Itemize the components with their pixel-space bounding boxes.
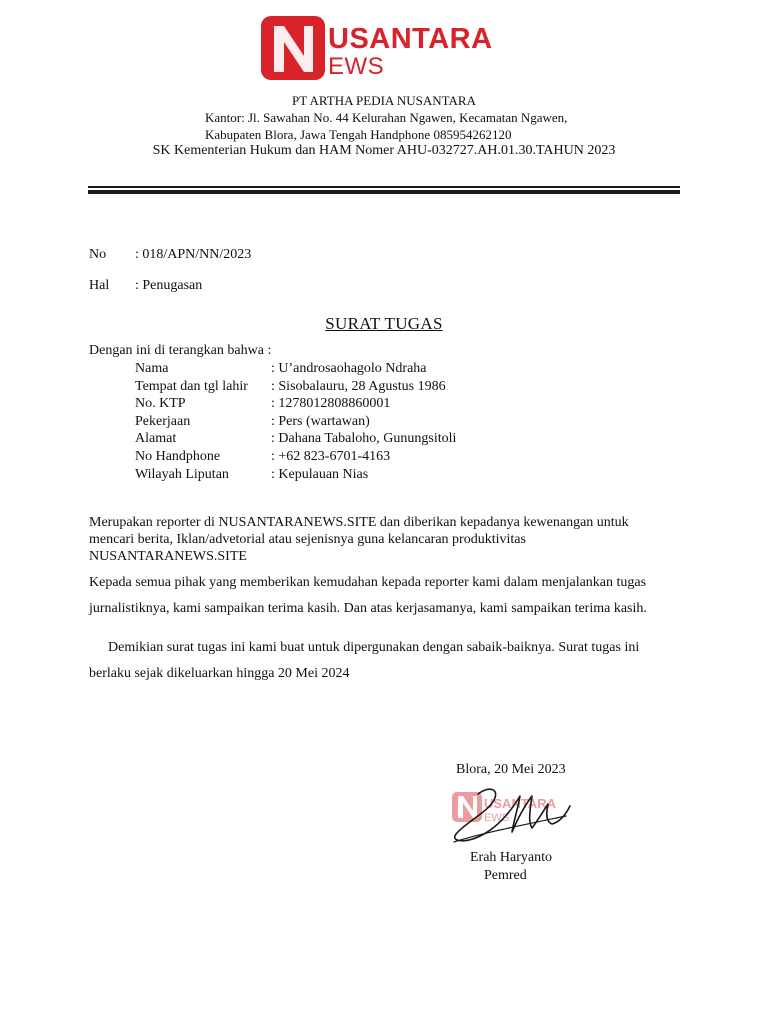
- detail-label-region: Wilayah Liputan: [135, 467, 229, 482]
- company-logo: [258, 14, 494, 82]
- signature-place-date: Blora, 20 Mei 2023: [456, 762, 566, 777]
- body-paragraph-1-line-3: NUSANTARANEWS.SITE: [89, 549, 247, 564]
- header-divider-bottom: [88, 190, 680, 194]
- address-line-2: Kabupaten Blora, Jawa Tengah Handphone 085954262120: [205, 127, 512, 142]
- signatory-name: Erah Haryanto: [470, 850, 553, 865]
- detail-value-name: : U’androsaohagolo Ndraha: [271, 361, 427, 376]
- body-paragraph-2-line-2: jurnalistiknya, kami sampaikan terima kasih. Dan atas kerjasamanya, kami sampaikan terima kasih.: [89, 601, 647, 616]
- signatory-position: Pemred: [484, 868, 527, 883]
- body-paragraph-2-line-1: Kepada semua pihak yang memberikan kemudahan kepada reporter kami dalam menjalankan tugas: [89, 575, 647, 590]
- header-divider-top: [88, 186, 680, 188]
- detail-value-birth: : Sisobalauru, 28 Agustus 1986: [271, 379, 446, 394]
- detail-value-ktp: : 1278012808860001: [271, 396, 391, 411]
- svg-text:USANTARA: USANTARA: [484, 796, 556, 811]
- nusantara-news-logo-icon: [258, 14, 494, 82]
- detail-label-name: Nama: [135, 361, 169, 376]
- signature-stamp-icon: [448, 782, 578, 852]
- ref-no-value: : 018/APN/NN/2023: [135, 247, 252, 262]
- intro-text: Dengan ini di terangkan bahwa :: [89, 343, 272, 358]
- detail-value-region: : Kepulauan Nias: [271, 467, 369, 482]
- company-name: PT ARTHA PEDIA NUSANTARA: [292, 93, 476, 108]
- detail-label-phone: No Handphone: [135, 449, 221, 464]
- detail-value-address: : Dahana Tabaloho, Gunungsitoli: [271, 431, 457, 446]
- svg-text:EWS: EWS: [328, 53, 385, 80]
- body-paragraph-3-line-1: Demikian surat tugas ini kami buat untuk dipergunakan dengan sabaik-baiknya. Surat tugas ini: [108, 640, 640, 655]
- body-paragraph-3-line-2: berlaku sejak dikeluarkan hingga 20 Mei 2024: [89, 666, 350, 681]
- letter-title: SURAT TUGAS: [325, 314, 443, 333]
- detail-value-phone: : +62 823-6701-4163: [271, 449, 391, 464]
- signature-stamp: [448, 782, 578, 852]
- detail-label-address: Alamat: [135, 431, 177, 446]
- legal-registration: SK Kementerian Hukum dan HAM Nomer AHU-032727.AH.01.30.TAHUN 2023: [152, 143, 616, 158]
- detail-label-birth: Tempat dan tgl lahir: [135, 379, 248, 394]
- address-line-1: Kantor: Jl. Sawahan No. 44 Kelurahan Ngawen, Kecamatan Ngawen,: [205, 110, 568, 125]
- svg-text:USANTARA: USANTARA: [328, 23, 493, 55]
- svg-text:EWS: EWS: [484, 812, 510, 824]
- detail-label-job: Pekerjaan: [135, 414, 191, 429]
- ref-hal-label: Hal: [89, 278, 110, 293]
- body-paragraph-1-line-1: Merupakan reporter di NUSANTARANEWS.SITE dan diberikan kepadanya kewenangan untuk: [89, 515, 629, 530]
- detail-value-job: : Pers (wartawan): [271, 414, 370, 429]
- ref-hal-value: : Penugasan: [135, 278, 203, 293]
- detail-label-ktp: No. KTP: [135, 396, 186, 411]
- body-paragraph-1-line-2: mencari berita, Iklan/advetorial atau sejenisnya guna kelancaran produktivitas: [89, 532, 526, 547]
- ref-no-label: No: [89, 247, 107, 262]
